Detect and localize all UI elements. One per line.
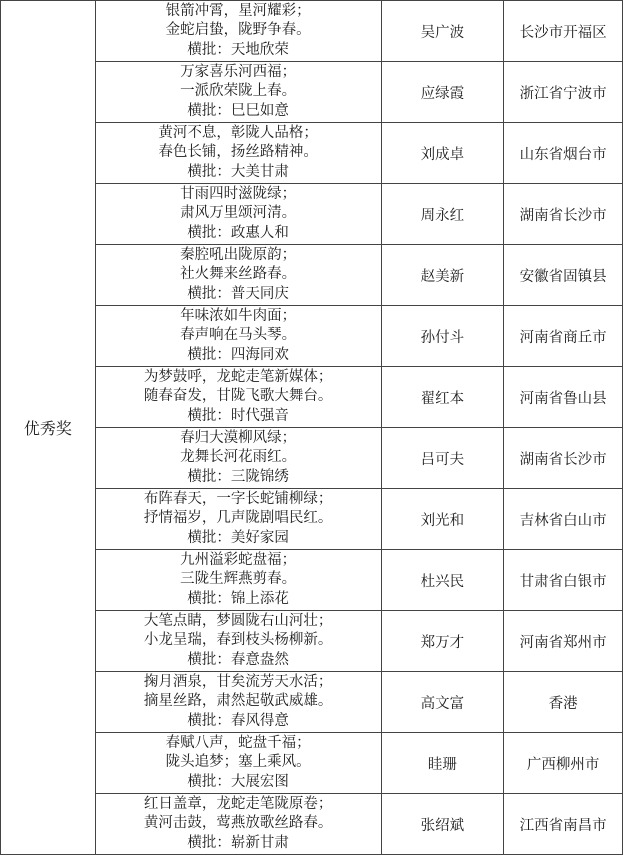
couplet-lower-line: 随春奋发，甘陇飞歌大舞台。 (143, 388, 333, 405)
couplet-upper-line: 春赋八声，蛇盘千福； (165, 734, 311, 751)
location-cell: 安徽省固镇县 (504, 245, 623, 306)
couplet-banner: 横批：大展宏图 (187, 773, 289, 790)
location-cell: 吉林省白山市 (504, 489, 623, 550)
couplet-banner: 横批：时代强音 (187, 407, 289, 424)
couplet-cell (95, 62, 381, 123)
author-cell: 赵美新 (381, 245, 504, 306)
couplet-upper-line: 为梦鼓呼，龙蛇走笔新媒体； (143, 368, 333, 385)
couplet-cell (95, 794, 381, 855)
couplet-cell (95, 123, 381, 184)
couplet-cell (95, 428, 381, 489)
author-cell: 吕可夫 (381, 428, 504, 489)
location-cell: 湖南省长沙市 (504, 184, 623, 245)
couplet-upper-line: 大笔点睛，梦圆陇右山河壮； (143, 612, 333, 629)
location-cell: 江西省南昌市 (504, 794, 623, 855)
author-cell: 张绍斌 (381, 794, 504, 855)
couplet-banner: 横批：春风得意 (187, 712, 289, 729)
couplet-lower-line: 陇头追梦；塞上乘风。 (165, 754, 311, 771)
couplet-lower-line: 社火舞来丝路春。 (180, 266, 297, 283)
couplet-lower-line: 龙舞长河花雨红。 (180, 449, 297, 466)
couplet-upper-line: 年味浓如牛肉面； (180, 307, 297, 324)
couplet-upper-line: 万家喜乐河西福； (180, 63, 297, 80)
couplet-cell (95, 611, 381, 672)
couplet-lower-line: 金蛇启蛰，陇野争春。 (165, 22, 311, 39)
couplet-cell (95, 245, 381, 306)
couplet-upper-line: 红日盖章，龙蛇走笔陇原卷； (143, 795, 333, 812)
award-table-body (1, 1, 623, 855)
author-cell: 刘光和 (381, 489, 504, 550)
couplet-cell (95, 733, 381, 794)
location-cell: 甘肃省白银市 (504, 550, 623, 611)
author-cell: 翟红本 (381, 367, 504, 428)
author-cell: 高文富 (381, 672, 504, 733)
couplet-upper-line: 黄河不息，彰陇人品格； (158, 124, 318, 141)
couplet-banner: 横批：天地欣荣 (187, 41, 289, 58)
couplet-upper-line: 布阵春天，一字长蛇铺柳绿； (143, 490, 333, 507)
couplet-lower-line: 抒情福岁，几声陇剧唱民红。 (143, 510, 333, 527)
location-cell: 河南省商丘市 (504, 306, 623, 367)
author-cell: 周永红 (381, 184, 504, 245)
location-cell: 湖南省长沙市 (504, 428, 623, 489)
award-category-cell: 优秀奖 (1, 1, 96, 855)
couplet-upper-line: 春归大漠柳风绿； (180, 429, 297, 446)
couplet-lower-line: 三陇生辉燕剪春。 (180, 571, 297, 588)
author-cell: 杜兴民 (381, 550, 504, 611)
couplet-cell (95, 306, 381, 367)
couplet-lower-line: 小龙呈瑞，春到枝头杨柳新。 (143, 632, 333, 649)
couplet-lower-line: 肃风万里颂河清。 (180, 205, 297, 222)
couplet-upper-line: 银箭冲霄，星河耀彩； (165, 2, 311, 19)
couplet-cell (95, 1, 381, 62)
couplet-banner: 横批：四海同欢 (187, 346, 289, 363)
author-cell: 孙付斗 (381, 306, 504, 367)
couplet-upper-line: 九州溢彩蛇盘福； (180, 551, 297, 568)
couplet-banner: 横批：巳巳如意 (187, 102, 289, 119)
author-cell: 应绿霞 (381, 62, 504, 123)
couplet-banner: 横批：大美甘肃 (187, 163, 289, 180)
couplet-lower-line: 春声响在马头琴。 (180, 327, 297, 344)
location-cell: 长沙市开福区 (504, 1, 623, 62)
couplet-cell (95, 184, 381, 245)
couplet-lower-line: 黄河击鼓，莺燕放歌丝路春。 (143, 815, 333, 832)
location-cell: 山东省烟台市 (504, 123, 623, 184)
couplet-cell (95, 367, 381, 428)
couplet-upper-line: 掬月酒泉，甘矣流芳天水活； (143, 673, 333, 690)
location-cell: 浙江省宁波市 (504, 62, 623, 123)
couplet-banner: 横批：锦上添花 (187, 590, 289, 607)
couplet-banner: 横批：政惠人和 (187, 224, 289, 241)
author-cell: 眭珊 (381, 733, 504, 794)
couplet-cell (95, 672, 381, 733)
author-cell: 吴广波 (381, 1, 504, 62)
couplet-lower-line: 春色长铺，扬丝路精神。 (158, 144, 318, 161)
couplet-banner: 横批：春意盎然 (187, 651, 289, 668)
couplet-upper-line: 甘雨四时滋陇绿； (180, 185, 297, 202)
couplet-banner: 横批：三陇锦绣 (187, 468, 289, 485)
couplet-banner: 横批：美好家园 (187, 529, 289, 546)
location-cell: 香港 (504, 672, 623, 733)
location-cell: 河南省郑州市 (504, 611, 623, 672)
couplet-banner: 横批：普天同庆 (187, 285, 289, 302)
location-cell: 广西柳州市 (504, 733, 623, 794)
location-cell: 河南省鲁山县 (504, 367, 623, 428)
couplet-lower-line: 一派欣荣陇上春。 (180, 83, 297, 100)
couplet-cell (95, 489, 381, 550)
couplet-cell (95, 550, 381, 611)
couplet-upper-line: 秦腔吼出陇原韵； (180, 246, 297, 263)
author-cell: 郑万才 (381, 611, 504, 672)
couplet-lower-line: 摘星丝路，肃然起敬武威雄。 (143, 693, 333, 710)
table-row (1, 1, 623, 62)
author-cell: 刘成卓 (381, 123, 504, 184)
couplet-banner: 横批：崭新甘肃 (187, 834, 289, 851)
